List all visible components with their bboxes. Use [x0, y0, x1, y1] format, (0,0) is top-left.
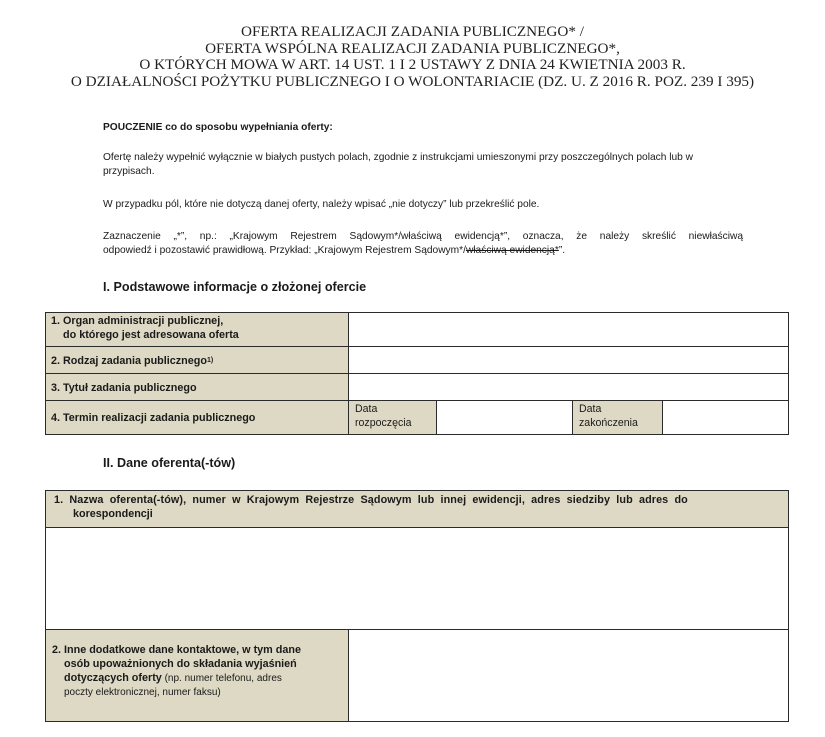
- row-task-title-text: 3. Tytuł zadania publicznego: [51, 381, 197, 394]
- row-contact-line-2: osób upoważnionych do składania wyjaśnień: [64, 658, 297, 670]
- row-contact-line-1: 2. Inne dodatkowe dane kontaktowe, w tym dane: [52, 644, 301, 656]
- p3-text-b: ”.: [558, 245, 566, 257]
- instructions-p3-line-2: [103, 244, 743, 258]
- row-contact-line-3-note: (np. numer telefonu, adres: [161, 673, 282, 684]
- row-deadline-text: 4. Termin realizacji zadania publicznego: [51, 412, 256, 424]
- end-date-label-line-2: zakończenia: [579, 417, 638, 429]
- p3-text-a: odpowiedź i pozostawić prawidłową. Przykład: „Krajowym Rejestrem Sądowym*/: [103, 245, 466, 257]
- end-date-label: [572, 400, 663, 435]
- instructions-p3-line-1: Zaznaczenie „*”, np.: „Krajowym Rejestrem Sądowym*/właściwą ewidencją*”, oznacza, że należy skreślić niewłaściwą: [103, 231, 743, 242]
- organ-input-field[interactable]: [348, 312, 789, 347]
- title-line-1: OFERTA REALIZACJI ZADANIA PUBLICZNEGO* /: [241, 23, 584, 40]
- row-contact-label: [45, 629, 349, 722]
- row-organ-label-line-1: 1. Organ administracji publicznej,: [51, 315, 224, 327]
- section-1-heading: I. Podstawowe informacje o złożonej ofercie: [103, 280, 367, 294]
- task-type-input-field[interactable]: [348, 346, 789, 374]
- start-date-label-line-1: Data: [355, 403, 378, 415]
- instructions-paragraph-2: W przypadku pól, które nie dotyczą danej oferty, należy wpisać „nie dotyczy” lub przekreślić pole.: [103, 199, 540, 210]
- p3-strikethrough-example: właściwą ewidencją*: [465, 245, 559, 257]
- row-contact-line-3: [52, 671, 342, 686]
- end-date-label-line-1: Data: [579, 403, 602, 415]
- offerer-name-input-field[interactable]: [45, 527, 789, 630]
- document-title: [0, 24, 825, 90]
- title-line-4: O DZIAŁALNOŚCI POŻYTKU PUBLICZNEGO I O WOLONTARIACIE (DZ. U. Z 2016 R. POZ. 239 I 395): [70, 72, 755, 90]
- row-deadline-label: [45, 400, 349, 435]
- row-task-type-text: 2. Rodzaj zadania publicznego: [51, 354, 207, 367]
- section-2-heading: II. Dane oferenta(-tów): [103, 456, 236, 470]
- title-line-3: O KTÓRYCH MOWA W ART. 14 UST. 1 I 2 USTAWY Z DNIA 24 KWIETNIA 2003 R.: [139, 56, 686, 74]
- start-date-label: [348, 400, 437, 435]
- instructions-paragraph-3: [103, 230, 743, 259]
- row-contact-line-4: poczty elektronicznej, numer faksu): [64, 687, 221, 698]
- row-offerer-name-label: [45, 490, 789, 528]
- row-offerer-name-line-1: 1. Nazwa oferenta(-tów), numer w Krajowym Rejestrze Sądowym lub innej ewidencji, adres siedziby lub adres do: [54, 494, 688, 506]
- row-contact-line-3-bold: dotyczących oferty: [64, 672, 162, 684]
- instructions-paragraph-1: Ofertę należy wypełnić wyłącznie w białych pustych polach, zgodnie z instrukcjami umieszonymi przy poszczególnych polach lub w przypisach.: [103, 152, 694, 178]
- row-task-type-label: 2. Rodzaj zadania publicznego 1): [45, 346, 349, 374]
- row-task-title-label: [45, 373, 349, 401]
- row-organ-label-line-2: do którego jest adresowana oferta: [63, 329, 239, 341]
- title-line-2: OFERTA WSPÓLNA REALIZACJI ZADANIA PUBLICZNEGO*,: [205, 39, 620, 57]
- row-offerer-name-line-2: korespondencji: [73, 508, 153, 520]
- end-date-input-field[interactable]: [662, 400, 789, 435]
- task-title-input-field[interactable]: [348, 373, 789, 401]
- row-organ-label: [45, 312, 349, 347]
- start-date-label-line-2: rozpoczęcia: [355, 417, 412, 429]
- instructions-heading: POUCZENIE co do sposobu wypełniania oferty:: [103, 122, 333, 133]
- start-date-input-field[interactable]: [436, 400, 573, 435]
- contact-input-field[interactable]: [348, 629, 789, 722]
